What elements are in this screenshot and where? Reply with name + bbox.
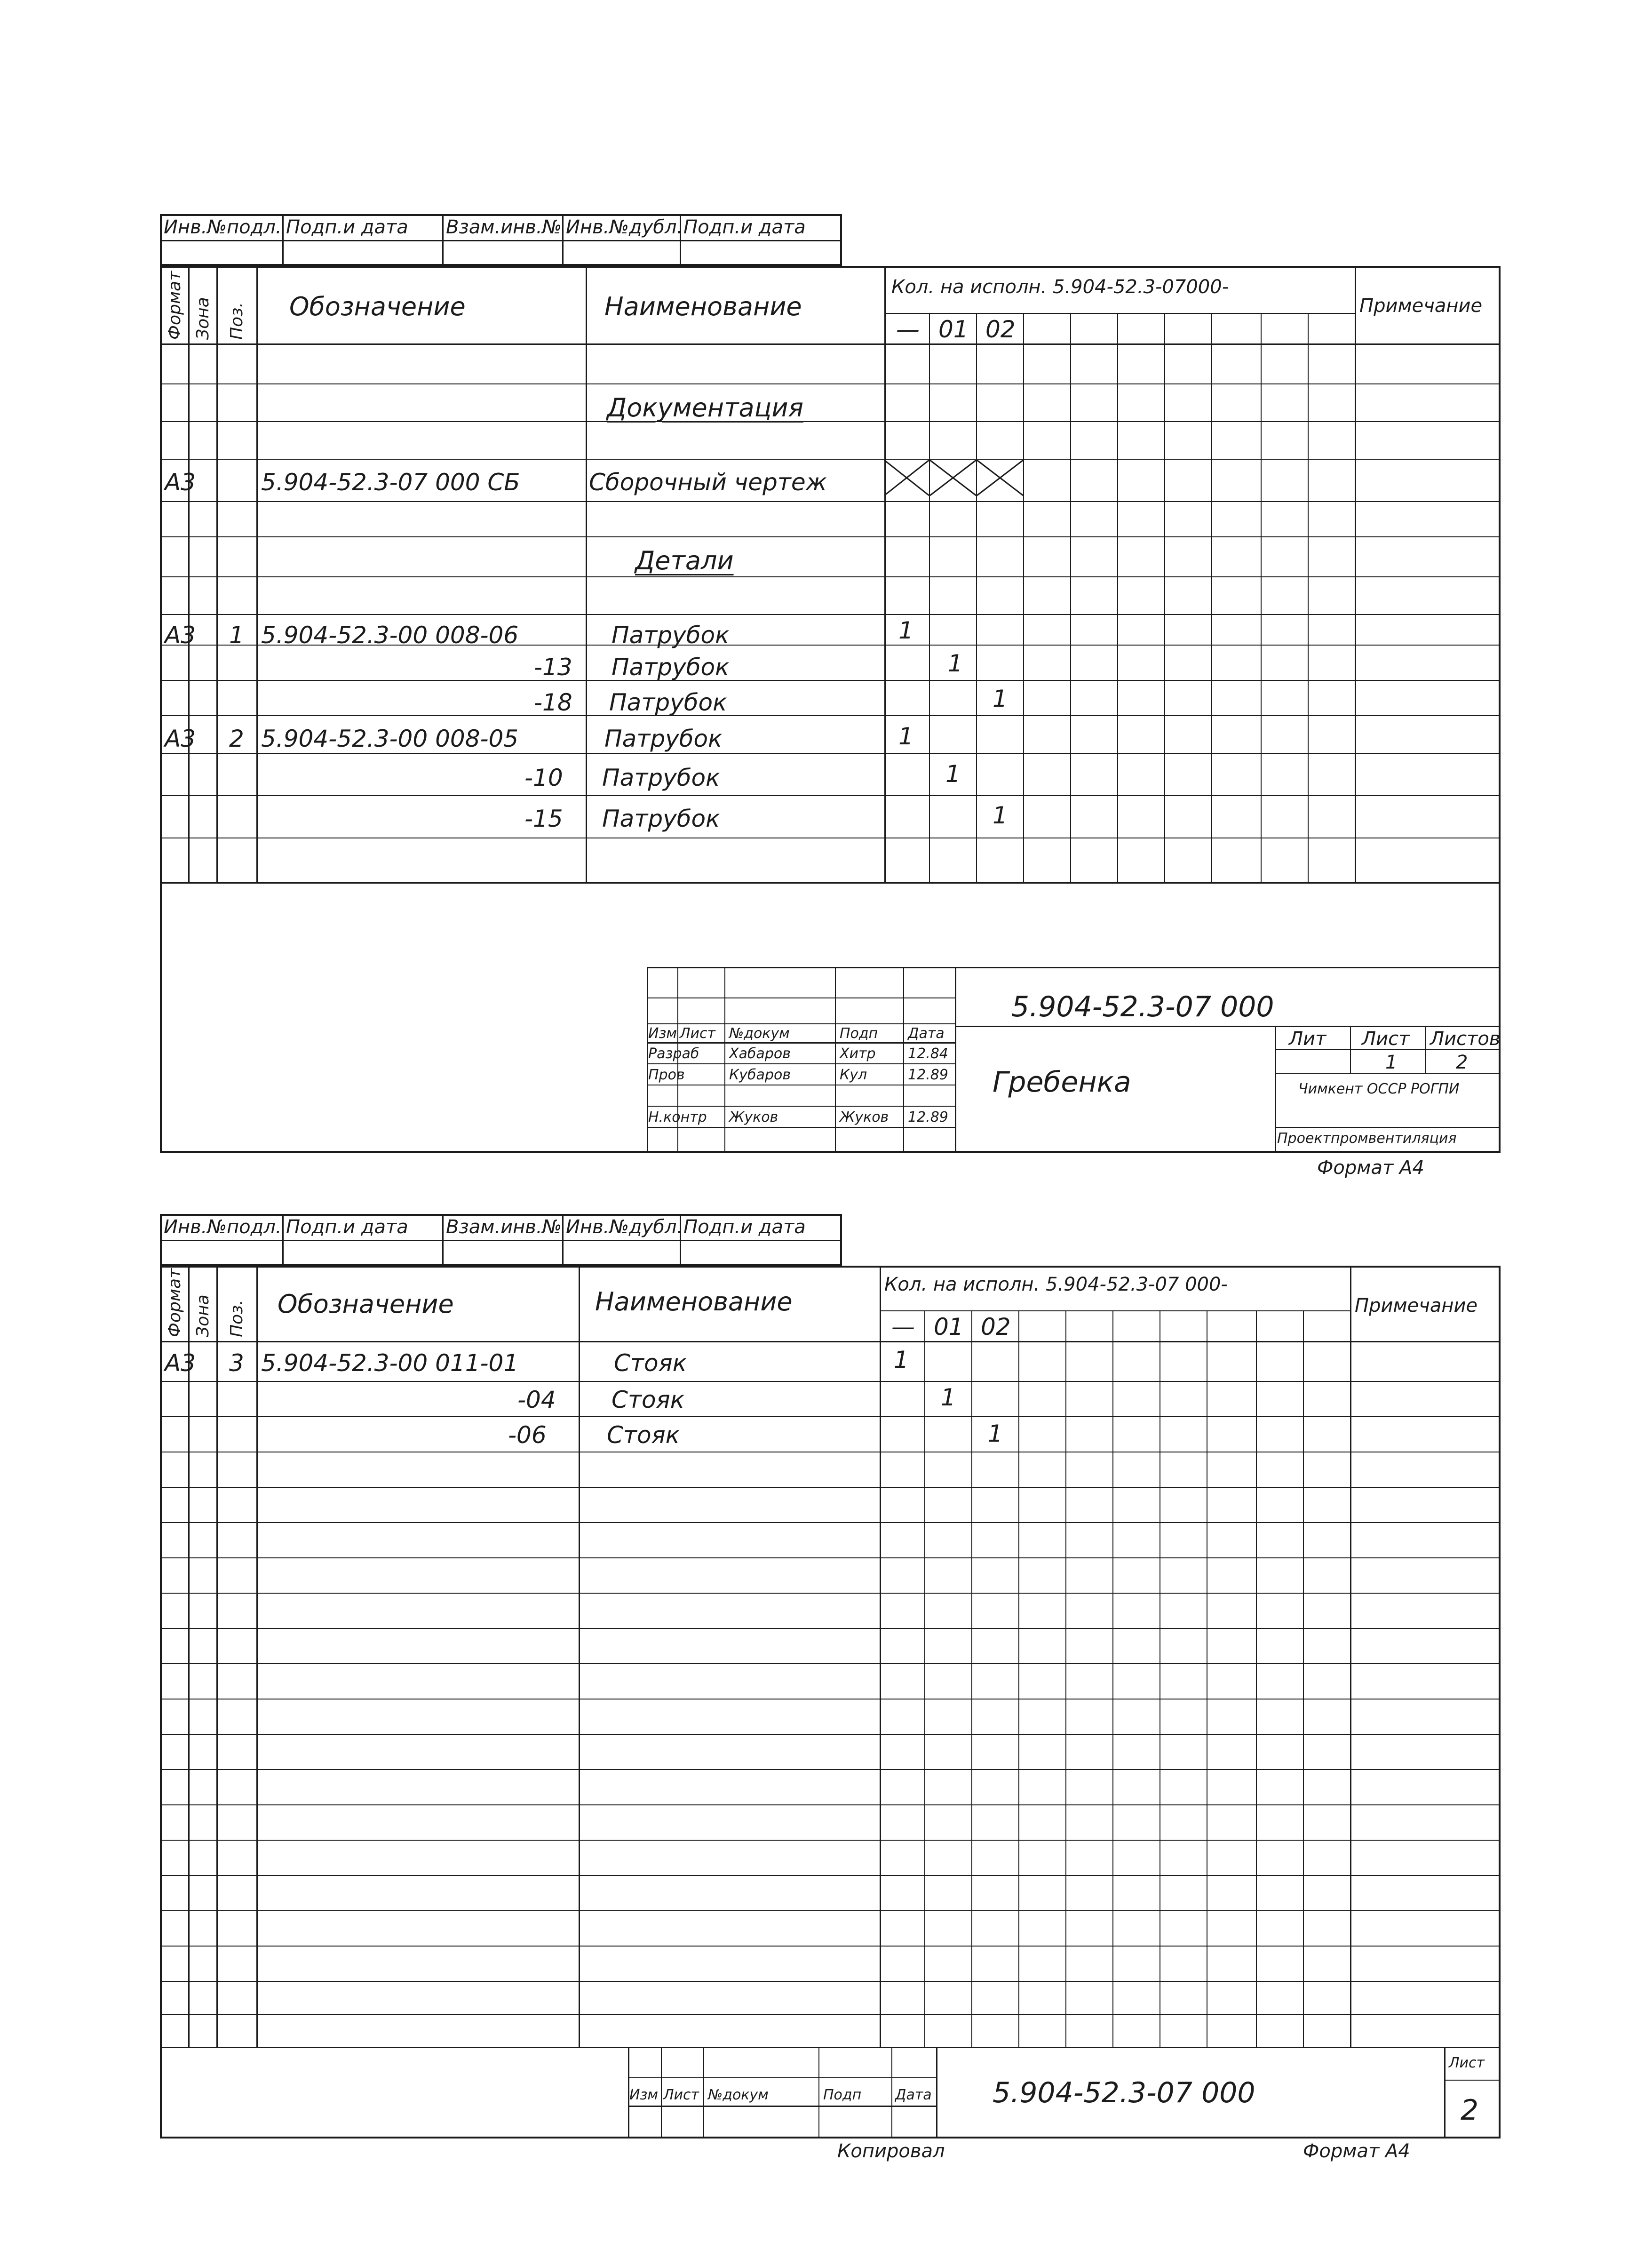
tb-date: 12.84: [908, 1045, 948, 1062]
row-naimenovanie: Патрубок: [612, 622, 730, 649]
row-poz: 2: [229, 725, 244, 752]
row-oboznachenie: 5.904-52.3-00 008-06: [261, 622, 519, 649]
row-oboznachenie: -18: [534, 689, 572, 716]
row-naimenovanie: Патрубок: [602, 805, 720, 832]
variant-label: 02: [985, 316, 1016, 343]
row-oboznachenie: -13: [534, 654, 572, 681]
header-oboznachenie: Обозначение: [278, 1289, 454, 1319]
tb-designation: 5.904-52.3-07 000: [1011, 990, 1274, 1023]
tb-role: Пров: [648, 1067, 685, 1083]
tb-list-value: 1: [1385, 1052, 1398, 1073]
row-oboznachenie: 5.904-52.3-07 000 СБ: [261, 469, 520, 496]
tb-lit-label: Лит: [1289, 1028, 1326, 1050]
stamp-label: Инв.№подл.: [164, 1216, 282, 1238]
stamp-label: Взам.инв.№: [446, 1216, 562, 1238]
copied-label: Копировал: [837, 2140, 945, 2162]
tb-header: Изм: [629, 2087, 659, 2103]
row-oboznachenie: -06: [508, 1421, 547, 1449]
tb-person: Кубаров: [729, 1067, 791, 1083]
tb-header: №докум: [708, 2087, 769, 2103]
sheet-2-frame: [160, 1266, 1501, 2138]
tb-person: Хабаров: [729, 1045, 791, 1062]
tb-header: Лист: [680, 1025, 716, 1042]
tb-header: Изм: [648, 1025, 677, 1042]
tb-sign: Хитр: [840, 1045, 876, 1062]
row-naimenovanie: Стояк: [607, 1421, 680, 1449]
tb-role: Н.контр: [648, 1109, 707, 1125]
row-oboznachenie: -04: [517, 1386, 556, 1413]
row-format: А3: [165, 725, 196, 752]
row-oboznachenie: 5.904-52.3-00 011-01: [261, 1349, 519, 1377]
stamp-label: Инв.№дубл.: [566, 216, 683, 238]
tb-org: Чимкент ОССР РОГПИ: [1298, 1081, 1460, 1097]
tb-sign: Кул: [840, 1067, 867, 1083]
tb-date: 12.89: [908, 1109, 948, 1125]
section-documentation: Документация: [607, 393, 803, 423]
header-kol: Кол. на исполн. 5.904-52.3-07 000-: [884, 1274, 1228, 1295]
header-format: Формат: [165, 1268, 184, 1337]
sheet-1-frame: [160, 266, 1501, 1153]
row-format: А3: [165, 622, 196, 649]
stamp-label: Подп.и дата: [683, 216, 806, 238]
variant-label: 01: [938, 316, 969, 343]
header-naimenovanie: Наименование: [595, 1287, 793, 1316]
tb-sign: Жуков: [840, 1109, 889, 1125]
row-oboznachenie: 5.904-52.3-00 008-05: [261, 725, 519, 752]
tb-header: Подп: [823, 2087, 862, 2103]
tb-designation: 5.904-52.3-07 000: [993, 2076, 1255, 2109]
header-oboznachenie: Обозначение: [289, 292, 466, 321]
variant-label: —: [891, 1313, 915, 1340]
row-qty: 1: [941, 1384, 956, 1411]
row-naimenovanie: Патрубок: [612, 654, 730, 681]
row-qty: 1: [898, 723, 913, 750]
header-zona: Зона: [193, 1294, 213, 1337]
format-label: Формат А4: [1317, 1157, 1424, 1179]
tb-date: 12.89: [908, 1067, 948, 1083]
stamp-label: Подп.и дата: [286, 216, 408, 238]
crossed-cells: [884, 460, 1030, 498]
tb-listov-value: 2: [1456, 1052, 1468, 1073]
tb-header: №докум: [729, 1025, 790, 1042]
header-poz: Поз.: [227, 302, 246, 340]
tb-header: Подп: [840, 1025, 878, 1042]
row-naimenovanie: Стояк: [612, 1386, 684, 1413]
row-naimenovanie: Патрубок: [602, 764, 720, 791]
tb-role: Разраб: [648, 1045, 699, 1062]
row-qty: 1: [948, 650, 963, 677]
row-oboznachenie: -10: [524, 764, 563, 791]
header-kol: Кол. на исполн. 5.904-52.3-07000-: [891, 276, 1229, 298]
row-poz: 3: [229, 1349, 244, 1377]
variant-label: 02: [981, 1313, 1011, 1340]
variant-label: —: [896, 316, 920, 343]
tb-list-label: Лист: [1362, 1028, 1410, 1050]
row-qty: 1: [898, 617, 913, 644]
tb-header: Дата: [908, 1025, 945, 1042]
tb-list-label: Лист: [1449, 2055, 1485, 2071]
tb-header: Лист: [663, 2087, 699, 2103]
row-naimenovanie: Стояк: [614, 1349, 687, 1377]
header-naimenovanie: Наименование: [604, 292, 802, 321]
row-naimenovanie: Патрубок: [609, 689, 727, 716]
tb-person: Жуков: [729, 1109, 778, 1125]
stamp-label: Инв.№подл.: [164, 216, 282, 238]
row-naimenovanie: Патрубок: [604, 725, 723, 752]
header-primechanie: Примечание: [1359, 295, 1483, 317]
tb-listov-label: Листов: [1430, 1028, 1501, 1050]
tb-header: Дата: [895, 2087, 932, 2103]
tb-name: Гребенка: [993, 1066, 1131, 1099]
stamp-label: Подп.и дата: [683, 1216, 806, 1238]
row-qty: 1: [993, 685, 1008, 712]
stamp-label: Взам.инв.№: [446, 216, 562, 238]
header-zona: Зона: [193, 297, 213, 340]
row-qty: 1: [894, 1346, 909, 1373]
header-poz: Поз.: [227, 1300, 246, 1337]
row-naimenovanie: Сборочный чертеж: [589, 469, 827, 496]
row-oboznachenie: -15: [524, 805, 563, 832]
row-format: А3: [165, 1349, 196, 1377]
header-primechanie: Примечание: [1355, 1295, 1478, 1316]
stamp-label: Инв.№дубл.: [566, 1216, 683, 1238]
row-poz: 1: [229, 622, 244, 649]
row-qty: 1: [945, 760, 961, 788]
row-qty: 1: [988, 1420, 1003, 1447]
variant-label: 01: [934, 1313, 964, 1340]
section-details: Детали: [635, 546, 734, 575]
tb-list-value: 2: [1461, 2094, 1479, 2127]
stamp-label: Подп.и дата: [286, 1216, 408, 1238]
header-format: Формат: [165, 271, 184, 340]
row-qty: 1: [993, 802, 1008, 829]
format-label: Формат А4: [1303, 2140, 1410, 2162]
row-format: А3: [165, 469, 196, 496]
tb-org2: Проектпромвентиляция: [1277, 1130, 1457, 1147]
